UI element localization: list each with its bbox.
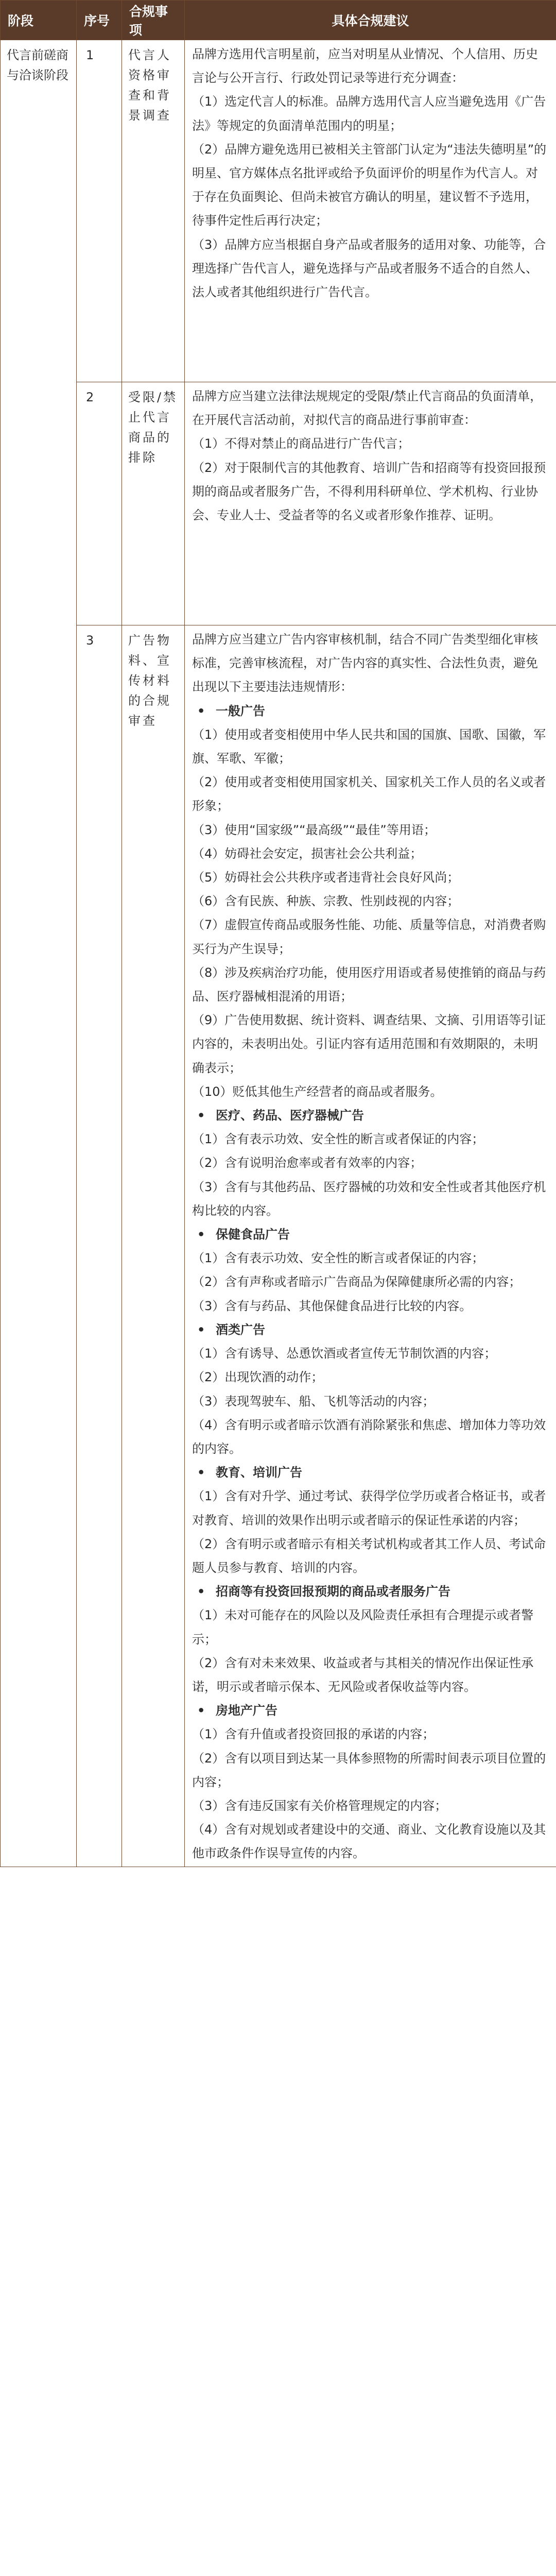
advice-paragraph: （2）使用或者变相使用国家机关、国家机关工作人员的名义或者形象； (192, 775, 546, 814)
header-item: 合规事项 (122, 1, 185, 40)
advice-paragraph: （1）使用或者变相使用中华人民共和国的国旗、国歌、国徽，军旗、军歌、军徽； (192, 727, 546, 766)
advice-paragraph: （3）含有违反国家有关价格管理规定的内容； (192, 1798, 447, 1813)
advice-subheading (192, 1461, 550, 1484)
advice-paragraph: 品牌方应当建立法律法规规定的受限/禁止代言商品的负面清单，在开展代言活动前，对拟代言的商品进行事前审查： (192, 389, 543, 428)
stage-cell: 代言前磋商与洽谈阶段 (1, 40, 77, 1867)
advice-paragraph: （3）品牌方应当根据自身产品或者服务的适用对象、功能等，合理选择广告代言人，避免选择与产品或者服务不适合的自然人、法人或者其他组织进行广告代言。 (192, 237, 546, 300)
advice-subheading (192, 1699, 550, 1722)
advice-paragraph: （2）含有以项目到达某一具体参照物的所需时间表示项目位置的内容； (192, 1751, 546, 1789)
advice-paragraph: （2）品牌方避免选用已被相关主管部门认定为“违法失德明星”的明星、官方媒体点名批评或给予负面评价的明星作为代言人。对于存在负面舆论、但尚未被官方确认的明星，建议暂不予选用，待事件定性后再行决定； (192, 142, 547, 228)
advice-paragraph: （2）含有声称或者暗示广告商品为保障健康所必需的内容； (192, 1275, 522, 1290)
advice-paragraph: 品牌方选用代言明星前，应当对明星从业情况、个人信用、历史言论与公开言行、行政处罚记录等进行充分调查： (192, 47, 538, 86)
advice-paragraph: （7）虚假宣传商品或服务性能、功能、质量等信息，对消费者购买行为产生误导； (192, 918, 546, 956)
advice-paragraph: （4）妨碍社会安定，损害社会公共利益； (192, 846, 423, 861)
subheading-text: 一般广告 (216, 703, 265, 718)
advice-paragraph: （4）含有明示或者暗示饮酒有消除紧张和焦虑、增加体力等功效的内容。 (192, 1417, 546, 1456)
advice-cell (185, 40, 556, 382)
row-number: 3 (77, 625, 122, 1867)
bullet-icon: • (197, 1108, 205, 1123)
advice-paragraph: （1）含有表示功效、安全性的断言或者保证的内容； (192, 1251, 484, 1266)
advice-paragraph: （1）不得对禁止的商品进行广告代言； (192, 436, 410, 451)
bullet-icon: • (197, 1703, 205, 1718)
bullet-icon: • (197, 1322, 205, 1337)
advice-cell (185, 625, 556, 1867)
advice-subheading (192, 1318, 550, 1342)
advice-paragraph: （1）含有对升学、通过考试、获得学位学历或者合格证书，或者对教育、培训的效果作出明示或者暗示的保证性承诺的内容； (192, 1489, 546, 1528)
advice-paragraph: （1）未对可能存在的风险以及风险责任承担有合理提示或者警示； (192, 1608, 534, 1647)
advice-paragraph: （2）含有说明治愈率或者有效率的内容； (192, 1156, 423, 1171)
subheading-text: 医疗、药品、医疗器械广告 (216, 1108, 364, 1123)
advice-paragraph: （3）使用“国家级”“最高级”“最佳”等用语； (192, 822, 436, 837)
advice-paragraph: （1）含有表示功效、安全性的断言或者保证的内容； (192, 1132, 484, 1147)
advice-paragraph: （10）贬低其他生产经营者的商品或者服务。 (192, 1084, 443, 1099)
advice-paragraph: （2）出现饮酒的动作； (192, 1370, 324, 1385)
advice-paragraph: 品牌方应当建立广告内容审核机制，结合不同广告类型细化审核标准，完善审核流程，对广告内容的真实性、合法性负责，避免出现以下主要违法违规情形： (192, 632, 538, 694)
advice-subheading (192, 1580, 550, 1603)
advice-paragraph: （2）含有对未来效果、收益或者与其相关的情况作出保证性承诺，明示或者暗示保本、无风险或者保收益等内容。 (192, 1655, 534, 1694)
advice-paragraph: （1）选定代言人的标准。品牌方选用代言人应当避免选用《广告法》等规定的负面清单范围内的明星； (192, 94, 546, 133)
subheading-text: 酒类广告 (216, 1322, 265, 1337)
subheading-text: 保健食品广告 (216, 1227, 290, 1242)
advice-subheading (192, 1104, 550, 1127)
row-number: 2 (77, 382, 122, 625)
advice-paragraph: （6）含有民族、种族、宗教、性别歧视的内容； (192, 894, 460, 909)
subheading-text: 教育、培训广告 (216, 1465, 302, 1480)
header-advice: 具体合规建议 (185, 1, 556, 40)
advice-paragraph: （1）含有诱导、怂恿饮酒或者宣传无节制饮酒的内容； (192, 1346, 497, 1361)
advice-paragraph: （5）妨碍社会公共秩序或者违背社会良好风尚； (192, 870, 460, 885)
advice-paragraph: （4）含有对规划或者建设中的交通、商业、文化教育设施以及其他市政条件作误导宣传的内容。 (192, 1822, 546, 1861)
header-num: 序号 (77, 1, 122, 40)
row-number: 1 (77, 40, 122, 382)
advice-subheading (192, 1223, 550, 1246)
subheading-text: 招商等有投资回报预期的商品或者服务广告 (216, 1584, 450, 1599)
compliance-item: 受限/禁止代言商品的排除 (122, 382, 185, 625)
bullet-icon: • (197, 1227, 205, 1242)
advice-cell (185, 382, 556, 625)
advice-subheading (192, 699, 550, 723)
subheading-text: 房地产广告 (216, 1703, 277, 1718)
advice-paragraph: （2）含有明示或者暗示有相关考试机构或者其工作人员、考试命题人员参与教育、培训的内容。 (192, 1536, 546, 1575)
advice-paragraph: （2）对于限制代言的其他教育、培训广告和招商等有投资回报预期的商品或者服务广告，不得利用科研单位、学术机构、行业协会、专业人士、受益者等的名义或者形象作推荐、证明。 (192, 460, 546, 523)
compliance-item: 代言人资格审查和背景调查 (122, 40, 185, 382)
advice-paragraph: （3）含有与其他药品、医疗器械的功效和安全性或者其他医疗机构比较的内容。 (192, 1179, 546, 1218)
bullet-icon: • (197, 1465, 205, 1480)
table-row (1, 625, 556, 1867)
compliance-item: 广告物料、宣传材料的合规审查 (122, 625, 185, 1867)
table-row (1, 40, 556, 382)
advice-paragraph: （3）表现驾驶车、船、飞机等活动的内容； (192, 1394, 435, 1409)
header-stage: 阶段 (1, 1, 77, 40)
advice-paragraph: （3）含有与药品、其他保健食品进行比较的内容。 (192, 1298, 472, 1313)
advice-paragraph: （8）涉及疾病治疗功能，使用医疗用语或者易使推销的商品与药品、医疗器械相混淆的用语； (192, 965, 546, 1004)
bullet-icon: • (197, 1584, 205, 1599)
table-row (1, 382, 556, 625)
advice-paragraph: （1）含有升值或者投资回报的承诺的内容； (192, 1727, 435, 1742)
bullet-icon: • (197, 703, 205, 718)
advice-paragraph: （9）广告使用数据、统计资料、调查结果、文摘、引用语等引证内容的，未表明出处。引证内容有适用范围和有效期限的，未明确表示； (192, 1013, 546, 1075)
header-row (1, 1, 556, 40)
